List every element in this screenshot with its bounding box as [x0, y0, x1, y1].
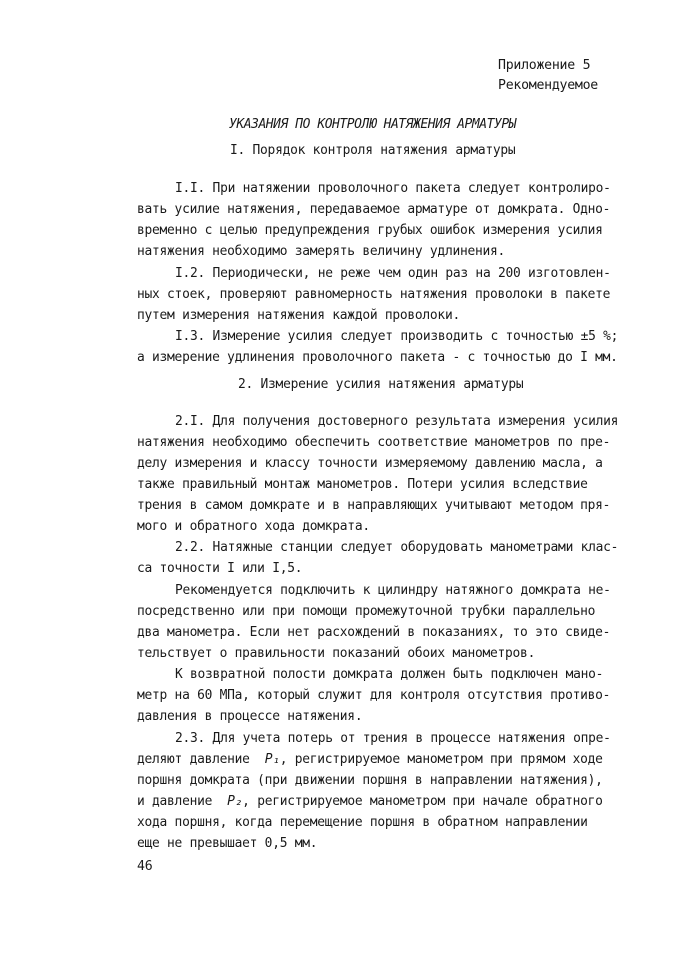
- paragraph-line: давления в процессе натяжения.: [137, 709, 363, 724]
- paragraph-line: I.3. Измерение усилия следует производить с точностью ±5 %;: [175, 329, 619, 344]
- appendix-status: Рекомендуемое: [498, 78, 598, 93]
- paragraph-line: ных стоек, проверяют равномерность натяжения проволоки в пакете: [137, 287, 611, 302]
- text-fragment: и давление: [137, 794, 228, 809]
- page-number: 46: [137, 859, 153, 874]
- document-title: УКАЗАНИЯ ПО КОНТРОЛЮ НАТЯЖЕНИЯ АРМАТУРЫ: [229, 117, 517, 132]
- pressure-p2-symbol: P₂: [227, 794, 243, 809]
- paragraph-line: [137, 793, 603, 811]
- paragraph-line: 2.I. Для получения достоверного результата измерения усилия: [175, 414, 619, 429]
- section-1-heading: I. Порядок контроля натяжения арматуры: [230, 143, 516, 158]
- paragraph-line: поршня домкрата (при движении поршня в направлении натяжения),: [137, 773, 603, 788]
- paragraph-line: натяжения необходимо обеспечить соответствие манометров по пре-: [137, 435, 611, 450]
- paragraph-line: [137, 751, 603, 769]
- section-2-heading: 2. Измерение усилия натяжения арматуры: [238, 377, 524, 392]
- paragraph-line: I.I. При натяжении проволочного пакета следует контролиро-: [175, 181, 611, 196]
- appendix-label: Приложение 5: [498, 58, 591, 73]
- pressure-p1-symbol: P₁: [264, 752, 280, 767]
- text-fragment: деляют давление: [137, 752, 265, 767]
- paragraph-line: мого и обратного хода домкрата.: [137, 519, 370, 534]
- paragraph-line: метр на 60 МПа, который служит для контроля отсутствия противо-: [137, 688, 611, 703]
- paragraph-line: а измерение удлинения проволочного пакета - с точностью до I мм.: [137, 350, 618, 365]
- paragraph-line: 2.2. Натяжные станции следует оборудовать манометрами клас-: [175, 540, 619, 555]
- text-fragment: , регистрируемое манометром при прямом ходе: [279, 752, 603, 767]
- paragraph-line: хода поршня, когда перемещение поршня в обратном направлении: [137, 815, 588, 830]
- paragraph-line: Рекомендуется подключить к цилиндру натяжного домкрата не-: [175, 583, 611, 598]
- paragraph-line: также правильный монтаж манометров. Потери усилия вследствие: [137, 477, 588, 492]
- text-fragment: , регистрируемое манометром при начале обратного: [242, 794, 603, 809]
- paragraph-line: два манометра. Если нет расхождений в показаниях, то это свиде-: [137, 625, 611, 640]
- paragraph-line: I.2. Периодически, не реже чем один раз на 200 изготовлен-: [175, 266, 611, 281]
- paragraph-line: временно с целью предупреждения грубых ошибок измерения усилия: [137, 223, 603, 238]
- paragraph-line: К возвратной полости домкрата должен быть подключен мано-: [175, 667, 604, 682]
- paragraph-line: натяжения необходимо замерять величину удлинения.: [137, 244, 506, 259]
- paragraph-line: трения в самом домкрате и в направляющих учитывают методом пря-: [137, 498, 611, 513]
- paragraph-line: еще не превышает 0,5 мм.: [137, 836, 318, 851]
- paragraph-line: 2.3. Для учета потерь от трения в процессе натяжения опре-: [175, 731, 611, 746]
- paragraph-line: посредственно или при помощи промежуточной трубки параллельно: [137, 604, 596, 619]
- paragraph-line: са точности I или I,5.: [137, 561, 303, 576]
- paragraph-line: путем измерения натяжения каждой проволоки.: [137, 308, 460, 323]
- paragraph-line: тельствует о правильности показаний обоих манометров.: [137, 646, 536, 661]
- paragraph-line: делу измерения и классу точности измеряемому давлению масла, а: [137, 456, 603, 471]
- paragraph-line: вать усилие натяжения, передаваемое арматуре от домкрата. Одно-: [137, 202, 611, 217]
